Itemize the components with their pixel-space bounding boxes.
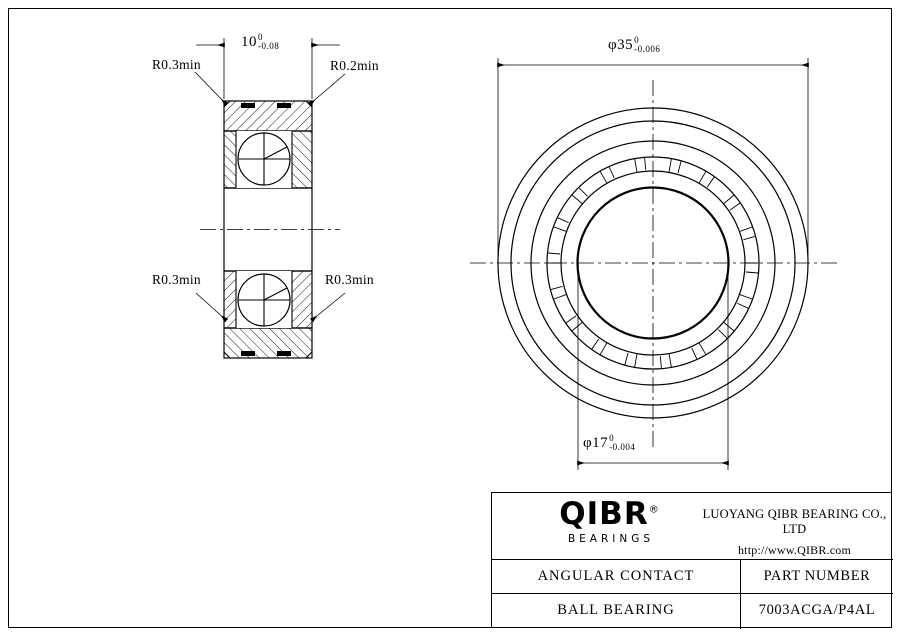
registered-trademark-icon: ® <box>648 504 660 516</box>
bore-diameter-label: φ17 0 -0.004 <box>583 433 636 453</box>
title-block-row-3 <box>492 594 893 629</box>
chamfer-label-top-left: R0.3min <box>152 57 201 72</box>
chamfer-label-bottom-right: R0.3min <box>325 272 374 287</box>
outer-diameter-label: φ35 0 -0.006 <box>608 35 661 55</box>
part-number-value: 7003ACGA/P4AL <box>758 602 876 618</box>
ball-bottom <box>236 271 292 328</box>
product-name-line1: ANGULAR CONTACT <box>537 568 695 584</box>
part-number-header: PART NUMBER <box>763 568 871 584</box>
title-block <box>491 492 892 628</box>
title-block-vertical-separator <box>740 560 741 629</box>
title-block-header-row <box>492 493 893 560</box>
ball-top <box>236 131 292 188</box>
width-dimension-label: 10 0 -0.08 <box>241 32 280 52</box>
qibr-logo <box>512 496 707 545</box>
chamfer-label-top-right: R0.2min <box>330 58 379 73</box>
front-view-centerlines <box>470 80 838 448</box>
company-url: http://www.QIBR.com <box>737 543 852 557</box>
section-view <box>200 101 340 358</box>
logo-wordmark: QIBR® <box>559 496 660 532</box>
company-info <box>702 507 887 558</box>
chamfer-label-bottom-left: R0.3min <box>152 272 201 287</box>
product-name-line2: BALL BEARING <box>557 602 675 618</box>
logo-tagline: BEARINGS <box>567 533 655 545</box>
company-name: LUOYANG QIBR BEARING CO., LTD <box>702 507 887 536</box>
title-block-row-2 <box>492 560 893 594</box>
